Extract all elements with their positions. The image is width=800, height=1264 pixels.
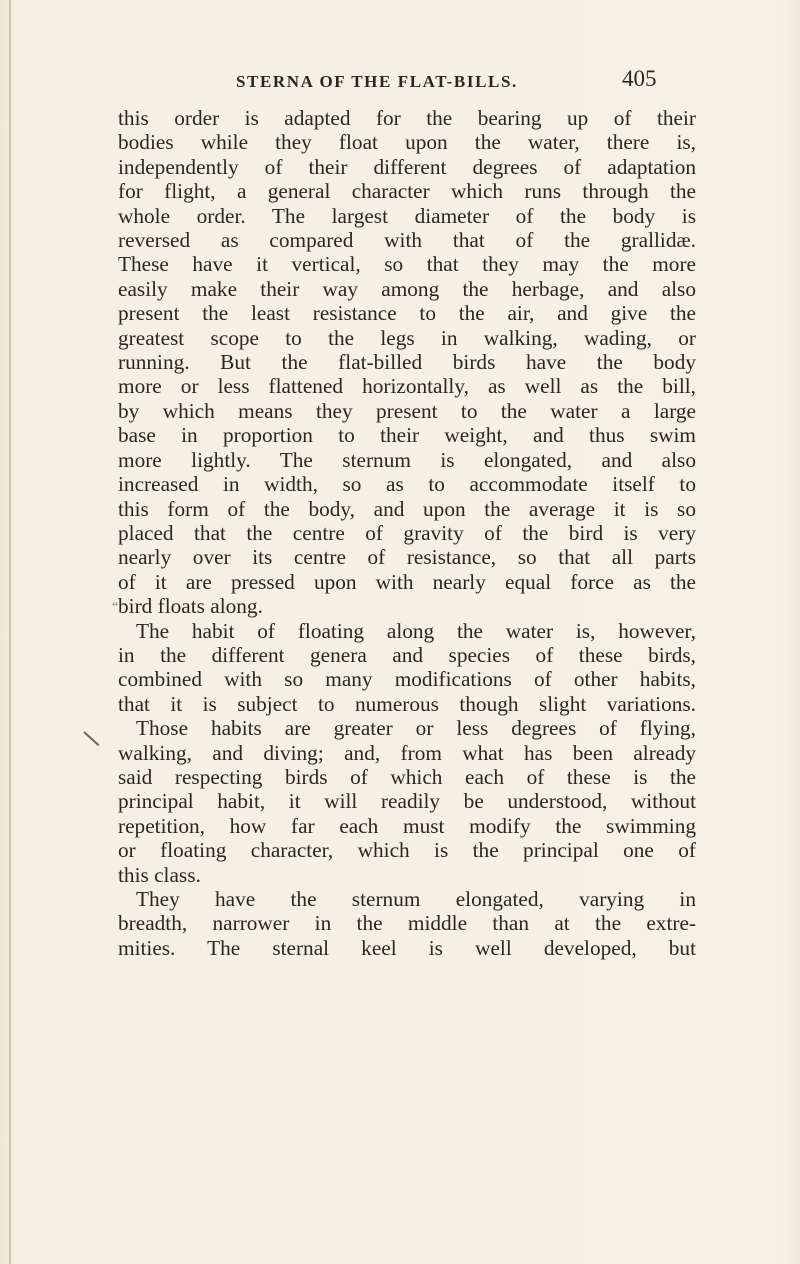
text-line: The habit of floating along the water is, however, — [136, 618, 696, 643]
text-line: mities. The sternal keel is well developed, but — [118, 935, 696, 960]
text-line: increased in width, so as to accommodate itself to — [118, 472, 696, 497]
text-line: greatest scope to the legs in walking, wading, or — [118, 325, 696, 350]
text-line: by which means they present to the water a large — [118, 398, 696, 423]
text-line: whole order. The largest diameter of the body is — [118, 203, 696, 228]
text-line: of it are pressed upon with nearly equal force as the — [118, 569, 696, 594]
text-line: Those habits are greater or less degrees of flying, — [136, 716, 696, 741]
text-line: this form of the body, and upon the average it is so — [118, 496, 696, 521]
text-line: in the different genera and species of these birds, — [118, 642, 696, 667]
text-line: walking, and diving; and, from what has been already — [118, 740, 696, 765]
text-line: principal habit, it will readily be understood, without — [118, 789, 696, 814]
text-line: These have it vertical, so that they may the more — [118, 252, 696, 277]
text-line: present the least resistance to the air, and give the — [118, 301, 696, 326]
text-line: or floating character, which is the principal one of — [118, 838, 696, 863]
text-line: more or less flattened horizontally, as well as the bill, — [118, 374, 696, 399]
text-line: nearly over its centre of resistance, so that all parts — [118, 545, 696, 570]
text-line: repetition, how far each must modify the swimming — [118, 813, 696, 838]
text-line: bird floats along. — [118, 594, 263, 619]
text-line: said respecting birds of which each of these is the — [118, 764, 696, 789]
margin-quote-mark: “ — [112, 600, 119, 615]
body-text — [118, 106, 696, 960]
text-line: placed that the centre of gravity of the bird is very — [118, 520, 696, 545]
page-gutter-edge — [9, 0, 11, 1264]
running-head: STERNA OF THE FLAT-BILLS. — [236, 72, 518, 91]
text-line: more lightly. The sternum is elongated, and also — [118, 447, 696, 472]
page-number: 405 — [622, 66, 657, 91]
text-line: easily make their way among the herbage, and also — [118, 276, 696, 301]
text-line: for flight, a general character which runs through the — [118, 179, 696, 204]
text-line: breadth, narrower in the middle than at the extre- — [118, 911, 696, 936]
text-line: They have the sternum elongated, varying in — [136, 887, 696, 911]
text-line: running. But the flat-billed birds have the body — [118, 350, 696, 375]
text-line: combined with so many modifications of other habits, — [118, 667, 696, 692]
text-line: base in proportion to their weight, and thus swim — [118, 423, 696, 448]
text-line: this order is adapted for the bearing up of their — [118, 106, 696, 130]
text-line: reversed as compared with that of the grallidæ. — [118, 228, 696, 253]
text-line: bodies while they float upon the water, there is, — [118, 130, 696, 155]
text-line: independently of their different degrees of adaptation — [118, 154, 696, 179]
margin-pencil-mark — [83, 731, 99, 746]
text-line: this class. — [118, 862, 201, 887]
text-line: that it is subject to numerous though slight variations. — [118, 691, 696, 716]
